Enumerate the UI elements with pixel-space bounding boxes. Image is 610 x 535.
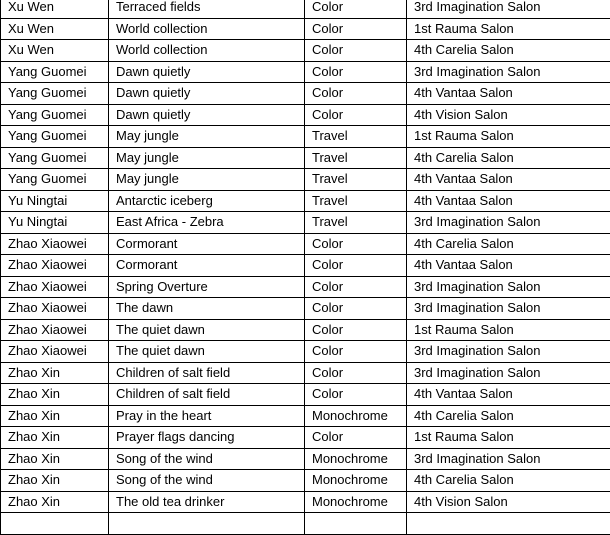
photographer-cell[interactable]: Yu Ningtai xyxy=(1,212,109,234)
table-row xyxy=(1,255,610,277)
title-cell[interactable]: East Africa - Zebra xyxy=(109,212,305,234)
category-cell[interactable] xyxy=(305,513,407,535)
photographer-cell[interactable]: Zhao Xin xyxy=(1,405,109,427)
table-row xyxy=(1,147,610,169)
title-cell[interactable]: Dawn quietly xyxy=(109,61,305,83)
title-cell[interactable]: Spring Overture xyxy=(109,276,305,298)
title-cell[interactable]: Cormorant xyxy=(109,233,305,255)
photographer-cell[interactable]: Yang Guomei xyxy=(1,83,109,105)
category-cell[interactable]: Color xyxy=(305,40,407,62)
photographer-cell[interactable] xyxy=(1,513,109,535)
title-cell[interactable]: May jungle xyxy=(109,126,305,148)
category-cell[interactable]: Monochrome xyxy=(305,491,407,513)
category-cell[interactable]: Monochrome xyxy=(305,470,407,492)
salon-cell[interactable]: 1st Rauma Salon xyxy=(407,319,610,341)
title-cell[interactable]: The quiet dawn xyxy=(109,341,305,363)
photographer-cell[interactable]: Zhao Xin xyxy=(1,491,109,513)
category-cell[interactable]: Color xyxy=(305,104,407,126)
photographer-cell[interactable]: Zhao Xiaowei xyxy=(1,319,109,341)
salon-cell[interactable]: 4th Vision Salon xyxy=(407,491,610,513)
table-row xyxy=(1,104,610,126)
category-cell[interactable]: Color xyxy=(305,276,407,298)
photographer-cell[interactable]: Zhao Xiaowei xyxy=(1,298,109,320)
table-row xyxy=(1,18,610,40)
salon-cell[interactable]: 4th Carelia Salon xyxy=(407,405,610,427)
title-cell[interactable]: Prayer flags dancing xyxy=(109,427,305,449)
salon-cell[interactable]: 3rd Imagination Salon xyxy=(407,276,610,298)
category-cell[interactable]: Travel xyxy=(305,147,407,169)
category-cell[interactable]: Color xyxy=(305,0,407,18)
photographer-cell[interactable]: Zhao Xin xyxy=(1,362,109,384)
salon-cell[interactable]: 4th Vantaa Salon xyxy=(407,384,610,406)
table-row xyxy=(1,61,610,83)
title-cell[interactable]: Children of salt field xyxy=(109,362,305,384)
salon-cell[interactable]: 3rd Imagination Salon xyxy=(407,362,610,384)
salon-cell[interactable]: 1st Rauma Salon xyxy=(407,126,610,148)
title-cell[interactable]: Dawn quietly xyxy=(109,83,305,105)
title-cell[interactable]: Children of salt field xyxy=(109,384,305,406)
photographer-cell[interactable]: Yang Guomei xyxy=(1,147,109,169)
photographer-cell[interactable]: Xu Wen xyxy=(1,18,109,40)
category-cell[interactable]: Color xyxy=(305,233,407,255)
salon-cell[interactable]: 4th Carelia Salon xyxy=(407,147,610,169)
table-row xyxy=(1,190,610,212)
table-row xyxy=(1,513,610,535)
table-row xyxy=(1,405,610,427)
salon-cell[interactable]: 4th Carelia Salon xyxy=(407,233,610,255)
title-cell[interactable]: The old tea drinker xyxy=(109,491,305,513)
title-cell[interactable]: May jungle xyxy=(109,147,305,169)
title-cell[interactable]: May jungle xyxy=(109,169,305,191)
table-row xyxy=(1,169,610,191)
title-cell[interactable]: Pray in the heart xyxy=(109,405,305,427)
salon-cell[interactable]: 3rd Imagination Salon xyxy=(407,0,610,18)
salon-cell[interactable]: 4th Vantaa Salon xyxy=(407,255,610,277)
category-cell[interactable]: Travel xyxy=(305,190,407,212)
category-cell[interactable]: Color xyxy=(305,319,407,341)
title-cell[interactable]: The dawn xyxy=(109,298,305,320)
title-cell[interactable]: Song of the wind xyxy=(109,470,305,492)
category-cell[interactable]: Travel xyxy=(305,212,407,234)
title-cell[interactable]: Terraced fields xyxy=(109,0,305,18)
table-row xyxy=(1,470,610,492)
title-cell[interactable]: World collection xyxy=(109,40,305,62)
table-row xyxy=(1,384,610,406)
title-cell[interactable]: Cormorant xyxy=(109,255,305,277)
salon-cell[interactable]: 4th Vantaa Salon xyxy=(407,190,610,212)
table-row xyxy=(1,298,610,320)
photographer-cell[interactable]: Yang Guomei xyxy=(1,61,109,83)
salon-cell[interactable]: 1st Rauma Salon xyxy=(407,18,610,40)
category-cell[interactable]: Color xyxy=(305,427,407,449)
photographer-cell[interactable]: Xu Wen xyxy=(1,40,109,62)
table-row xyxy=(1,448,610,470)
salon-cell[interactable]: 4th Vantaa Salon xyxy=(407,169,610,191)
title-cell[interactable] xyxy=(109,513,305,535)
table-row xyxy=(1,319,610,341)
photographer-cell[interactable]: Yang Guomei xyxy=(1,126,109,148)
photographer-cell[interactable]: Zhao Xin xyxy=(1,427,109,449)
category-cell[interactable]: Color xyxy=(305,61,407,83)
table-row xyxy=(1,83,610,105)
salon-cell[interactable]: 4th Carelia Salon xyxy=(407,40,610,62)
results-table-body xyxy=(1,0,610,534)
salon-cell[interactable]: 3rd Imagination Salon xyxy=(407,61,610,83)
photographer-cell[interactable]: Yang Guomei xyxy=(1,104,109,126)
category-cell[interactable]: Color xyxy=(305,362,407,384)
photographer-cell[interactable]: Zhao Xin xyxy=(1,448,109,470)
photographer-cell[interactable]: Zhao Xiaowei xyxy=(1,233,109,255)
table-row xyxy=(1,341,610,363)
table-row xyxy=(1,126,610,148)
salon-cell[interactable]: 4th Vision Salon xyxy=(407,104,610,126)
category-cell[interactable]: Monochrome xyxy=(305,448,407,470)
title-cell[interactable]: The quiet dawn xyxy=(109,319,305,341)
category-cell[interactable]: Color xyxy=(305,341,407,363)
category-cell[interactable]: Color xyxy=(305,298,407,320)
table-row xyxy=(1,427,610,449)
photographer-cell[interactable]: Zhao Xiaowei xyxy=(1,341,109,363)
table-row xyxy=(1,362,610,384)
salon-cell[interactable]: 3rd Imagination Salon xyxy=(407,298,610,320)
category-cell[interactable]: Color xyxy=(305,83,407,105)
photographer-cell[interactable]: Yu Ningtai xyxy=(1,190,109,212)
table-row xyxy=(1,40,610,62)
table-row xyxy=(1,276,610,298)
category-cell[interactable]: Color xyxy=(305,384,407,406)
category-cell[interactable]: Travel xyxy=(305,169,407,191)
category-cell[interactable]: Color xyxy=(305,255,407,277)
title-cell[interactable]: World collection xyxy=(109,18,305,40)
salon-cell[interactable]: 3rd Imagination Salon xyxy=(407,448,610,470)
table-row xyxy=(1,233,610,255)
table-row xyxy=(1,491,610,513)
photographer-cell[interactable]: Zhao Xiaowei xyxy=(1,255,109,277)
photographer-cell[interactable]: Zhao Xin xyxy=(1,470,109,492)
salon-cell[interactable]: 1st Rauma Salon xyxy=(407,427,610,449)
category-cell[interactable]: Color xyxy=(305,18,407,40)
category-cell[interactable]: Monochrome xyxy=(305,405,407,427)
salon-cell[interactable] xyxy=(407,513,610,535)
title-cell[interactable]: Song of the wind xyxy=(109,448,305,470)
salon-cell[interactable]: 3rd Imagination Salon xyxy=(407,341,610,363)
photographer-cell[interactable]: Xu Wen xyxy=(1,0,109,18)
title-cell[interactable]: Antarctic iceberg xyxy=(109,190,305,212)
salon-cell[interactable]: 3rd Imagination Salon xyxy=(407,212,610,234)
salon-cell[interactable]: 4th Vantaa Salon xyxy=(407,83,610,105)
photographer-cell[interactable]: Zhao Xin xyxy=(1,384,109,406)
title-cell[interactable]: Dawn quietly xyxy=(109,104,305,126)
category-cell[interactable]: Travel xyxy=(305,126,407,148)
table-row xyxy=(1,0,610,18)
salon-cell[interactable]: 4th Carelia Salon xyxy=(407,470,610,492)
photographer-cell[interactable]: Yang Guomei xyxy=(1,169,109,191)
photographer-cell[interactable]: Zhao Xiaowei xyxy=(1,276,109,298)
table-row xyxy=(1,212,610,234)
